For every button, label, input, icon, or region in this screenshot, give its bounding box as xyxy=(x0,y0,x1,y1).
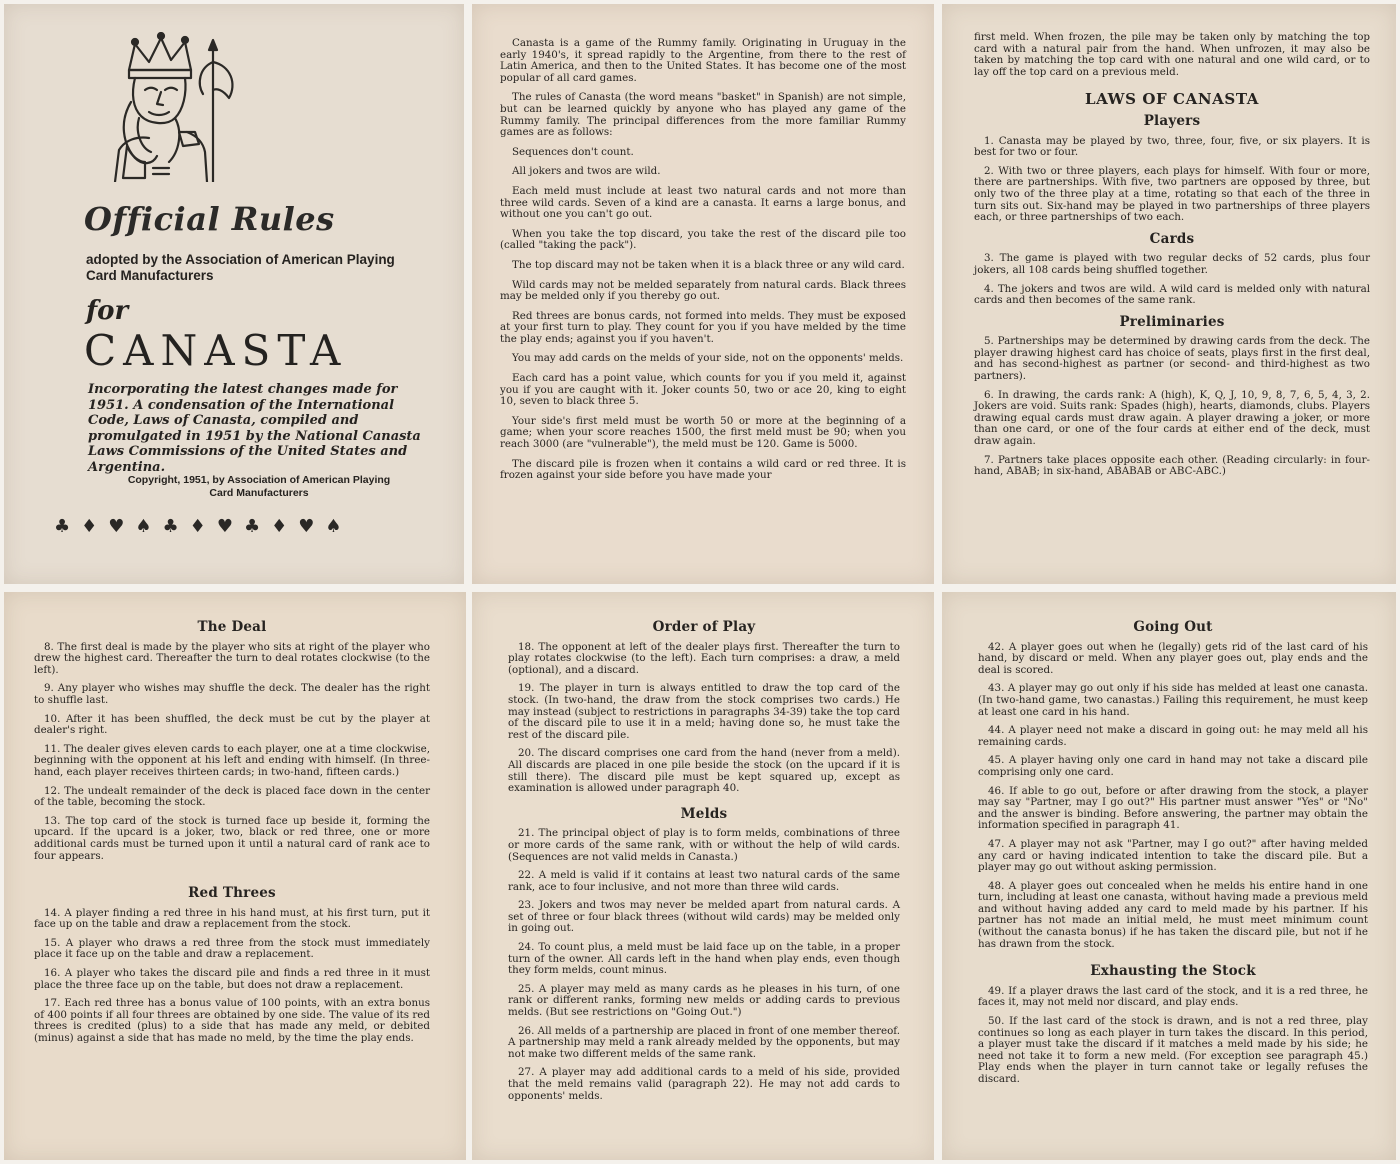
cover-incorporating: Incorporating the latest changes made for 1951. A condensation of the International Code, Laws of Canasta, compiled and promulgated in 1951 by the National Canasta Laws Commissions of the United States and Argentina. xyxy=(88,382,421,475)
rule-paragraph: 4. The jokers and twos are wild. A wild card is melded only with natural cards and then becomes of the same rank. xyxy=(974,282,1370,307)
rule-paragraph: 19. The player in turn is always entitled to draw the top card of the stock. (In two-hand, the draw from the stock comprises two cards.) He may instead (subject to restrictions in paragraphs 34-39) take the top card of the discard pile to use it in a meld; having done so, he must take the rest of the discard pile. xyxy=(508,682,900,741)
rule-paragraph: 5. Partnerships may be determined by drawing cards from the deck. The player drawing highest card has choice of seats, plays first in the first deal, and has second-highest as partner (or second- and third-highest as two partners). xyxy=(974,335,1370,383)
rule-paragraph: 27. A player may add additional cards to a meld of his side, provided that the meld remains valid (paragraph 22). He may not add cards to opponents' melds. xyxy=(508,1066,900,1102)
cover-game-name: CANASTA xyxy=(84,326,348,375)
deal-page xyxy=(4,592,466,1160)
laws-column xyxy=(974,32,1370,485)
laws-title: LAWS OF CANASTA xyxy=(1084,90,1259,109)
rule-paragraph: 47. A player may not ask "Partner, may I go out?" after having melded any card or having indicated intention to take the discard pile. But a player may go out without asking permission. xyxy=(978,837,1368,874)
cover-copyright: Copyright, 1951, by Association of American Playing Card Manufacturers xyxy=(127,474,391,499)
intro-paragraph: Red threes are bonus cards, not formed into melds. They must be exposed at your first turn to play. They count for you if you have melded by the time the play ends; against you if you haven't. xyxy=(500,309,906,345)
intro-paragraph: Each meld must include at least two natural cards and not more than three wild cards. Seven of a kind are a canasta. It earns a large bonus, and without one you can't go out. xyxy=(500,184,906,221)
rule-paragraph: 21. The principal object of play is to form melds, combinations of three or more cards of the same rank, with or without the help of wild cards. (Sequences are not valid melds in Canasta.) xyxy=(508,827,900,863)
section-heading-preliminaries: Preliminaries xyxy=(1119,313,1225,330)
intro-paragraph: The rules of Canasta (the word means "basket" in Spanish) are not simple, but can be learned quickly by anyone who has played any game of the Rummy family. The principal differences from the more familiar Rummy games are as follows: xyxy=(500,91,906,139)
rule-paragraph: 22. A meld is valid if it contains at least two natural cards of the same rank, ace to four inclusive, and not more than three wild cards. xyxy=(508,869,900,893)
rule-paragraph: 50. If the last card of the stock is drawn, and is not a red three, play continues so long as each player in turn takes the discard. In this period, a player must take the discard if it matches a meld made by his side; he need not take it to form a new meld. (For exception see paragraph 45.) Play ends when the player in turn cannot take or legally refuses the discard. xyxy=(978,1015,1368,1085)
section-heading-red-threes: Red Threes xyxy=(188,885,276,902)
laws-page xyxy=(942,4,1396,584)
intro-paragraph: When you take the top discard, you take the rest of the discard pile too (called "taking the pack"). xyxy=(500,227,906,252)
continuation-paragraph: first meld. When frozen, the pile may be taken only by matching the top card with a natural pair from the hand. When unfrozen, it may also be taken by matching the top card with one natural and one wild card, or to lay off the top card on a previous meld. xyxy=(974,31,1370,78)
intro-paragraph: Each card has a point value, which counts for you if you meld it, against you if you are caught with it. Joker counts 50, two or ace 20, king to eight 10, seven to black three 5. xyxy=(500,372,906,408)
intro-paragraph: Wild cards may not be melded separately from natural cards. Black threes may be melded only if you thereby go out. xyxy=(500,278,906,303)
rule-paragraph: 13. The top card of the stock is turned face up beside it, forming the upcard. If the upcard is a joker, two, black or red three, one or more additional cards must be turned upon it until a natural card of rank ace to four appears. xyxy=(34,814,430,862)
suit-symbols-icon: ♣♦♥♠♣♦♥♣♦♥♠ xyxy=(54,516,353,537)
section-heading-cards: Cards xyxy=(1149,230,1195,247)
cover-title: Official Rules xyxy=(84,200,335,238)
deal-column xyxy=(34,619,430,1052)
rule-paragraph: 1. Canasta may be played by two, three, four, five, or six players. It is best for two or four. xyxy=(974,134,1370,159)
rule-paragraph: 12. The undealt remainder of the deck is placed face down in the center of the table, becoming the stock. xyxy=(34,784,430,809)
rule-paragraph: 25. A player may meld as many cards as he pleases in his turn, of one rank or different ranks, forming new melds or adding cards to previous melds. (But see restrictions on "Going Out.") xyxy=(508,982,900,1019)
rule-paragraph: 20. The discard comprises one card from the hand (never from a meld). All discards are placed in one pile beside the stock (on the upcard if it is still there). The discard pile must be kept squared up, except as examination is allowed under paragraph 40. xyxy=(508,747,900,795)
rule-paragraph: 26. All melds of a partnership are placed in front of one member thereof. A partnership may meld a rank already melded by the opponents, but may not make two different melds of the same rank. xyxy=(508,1024,900,1060)
intro-paragraph: All jokers and twos are wild. xyxy=(512,165,661,178)
rule-paragraph: 45. A player having only one card in hand may not take a discard pile comprising only one card. xyxy=(978,754,1368,778)
rule-paragraph: 17. Each red three has a bonus value of 100 points, with an extra bonus of 400 points if all four threes are obtained by one side. The value of its red threes is credited (plus) to a side that has made any meld, or debited (minus) against a side that has made no meld, by the time the play ends. xyxy=(34,997,430,1045)
cover-for: for xyxy=(86,296,129,326)
section-heading-going-out: Going Out xyxy=(1133,619,1213,635)
going-out-column xyxy=(978,619,1368,1093)
cover-adopted-by: adopted by the Association of American Playing Card Manufacturers xyxy=(86,252,395,283)
intro-paragraph: Canasta is a game of the Rummy family. Originating in Uruguay in the early 1940's, it spread rapidly to the Argentine, from there to the rest of Latin America, and then to the United States. It has become one of the most popular of all card games. xyxy=(500,37,906,84)
rule-paragraph: 9. Any player who wishes may shuffle the deck. The dealer has the right to shuffle last. xyxy=(34,682,430,706)
rule-paragraph: 3. The game is played with two regular decks of 52 cards, plus four jokers, all 108 cards being shuffled together. xyxy=(974,252,1370,276)
intro-paragraph: You may add cards on the melds of your side, not on the opponents' melds. xyxy=(512,352,904,365)
section-heading-order-of-play: Order of Play xyxy=(652,619,756,635)
intro-paragraph: The top discard may not be taken when it is a black three or any wild card. xyxy=(512,258,905,271)
rule-paragraph: 16. A player who takes the discard pile and finds a red three in it must place the three face up on the table, but does not draw a replacement. xyxy=(34,967,430,991)
order-of-play-page xyxy=(472,592,934,1160)
intro-paragraph: Sequences don't count. xyxy=(512,145,634,158)
rule-paragraph: 10. After it has been shuffled, the deck must be cut by the player at dealer's right. xyxy=(34,712,430,737)
section-heading-exhausting-stock: Exhausting the Stock xyxy=(1090,963,1256,980)
section-heading-deal: The Deal xyxy=(197,619,267,635)
rule-paragraph: 2. With two or three players, each plays for himself. With four or more, there are partnerships. With five, two partners are opposed by three, but only two of the three play at a time, rotating so that each of the three in turn sits out. Six-hand may be played in two partnerships of three players each, or three partnerships of two each. xyxy=(974,164,1370,224)
rule-paragraph: 15. A player who draws a red three from the stock must immediately place it face up on the table and draw a replacement. xyxy=(34,936,430,961)
cover-page xyxy=(4,4,464,584)
rule-paragraph: 24. To count plus, a meld must be laid face up on the table, in a proper turn of the owner. All cards left in the hand when play ends, even though they form melds, count minus. xyxy=(508,941,900,977)
intro-paragraph: Your side's first meld must be worth 50 or more at the beginning of a game; when your score reaches 1500, the first meld must be 90; when you reach 3000 (are "vulnerable"), the meld must be 120. Game is 5000. xyxy=(500,414,906,451)
rule-paragraph: 46. If able to go out, before or after drawing from the stock, a player may say "Partner, may I go out?" His partner must answer "Yes" or "No" and the answer is binding. Before answering, the partner may obtain the information specified in paragraph 41. xyxy=(978,784,1368,832)
king-illustration-icon xyxy=(109,32,259,182)
rule-paragraph: 42. A player goes out when he (legally) gets rid of the last card of his hand, by discard or meld. When any player goes out, play ends and the deal is scored. xyxy=(978,640,1368,676)
rule-paragraph: 7. Partners take places opposite each other. (Reading circularly: in four-hand, ABAB; in six-hand, ABABAB or ABC-ABC.) xyxy=(974,453,1370,478)
rule-paragraph: 8. The first deal is made by the player who sits at right of the player who drew the highest card. Thereafter the turn to deal rotates clockwise (to the left). xyxy=(34,640,430,676)
rule-paragraph: 14. A player finding a red three in his hand must, at his first turn, put it face up on the table and draw a replacement from the stock. xyxy=(34,906,430,931)
rule-paragraph: 49. If a player draws the last card of the stock, and it is a red three, he faces it, may not meld nor discard, and play ends. xyxy=(978,984,1368,1009)
section-heading-melds: Melds xyxy=(680,805,728,822)
rule-paragraph: 48. A player goes out concealed when he melds his entire hand in one turn, including at least one canasta, without having made a previous meld and without having added any card to meld made by his partner. If his partner has not made an initial meld, he must meet minimum count (without the canasta bonus) if he has taken the discard pile, but not if he has drawn from the stock. xyxy=(978,879,1368,950)
rule-paragraph: 44. A player need not make a discard in going out: he may meld all his remaining cards. xyxy=(978,724,1368,748)
going-out-page xyxy=(942,592,1396,1160)
rule-paragraph: 11. The dealer gives eleven cards to each player, one at a time clockwise, beginning with the opponent at his left and ending with himself. (In three-hand, each player receives thirteen cards; in two-hand, fifteen cards.) xyxy=(34,742,430,778)
rule-paragraph: 18. The opponent at left of the dealer plays first. Thereafter the turn to play rotates clockwise (to the left). Each turn comprises: a draw, a meld (optional), and a discard. xyxy=(508,640,900,676)
rule-paragraph: 6. In drawing, the cards rank: A (high), K, Q, J, 10, 9, 8, 7, 6, 5, 4, 3, 2. Jokers are void. Suits rank: Spades (high), hearts, diamonds, clubs. Players drawing equal cards must draw again. A player drawing a joker, or more than one card, or one of the four cards at either end of the deck, must draw again. xyxy=(974,388,1370,448)
rule-paragraph: 23. Jokers and twos may never be melded apart from natural cards. A set of three or four black threes (without wild cards) may be melded only in going out. xyxy=(508,899,900,935)
order-column xyxy=(508,619,900,1109)
rule-paragraph: 43. A player may go out only if his side has melded at least one canasta. (In two-hand game, two canastas.) Failing this requirement, he must keep at least one card in his hand. xyxy=(978,682,1368,718)
intro-paragraph: The discard pile is frozen when it contains a wild card or red three. It is frozen against your side before you have made your xyxy=(500,457,906,482)
intro-page xyxy=(472,4,934,584)
section-heading-players: Players xyxy=(1143,112,1201,129)
intro-column xyxy=(500,38,906,490)
